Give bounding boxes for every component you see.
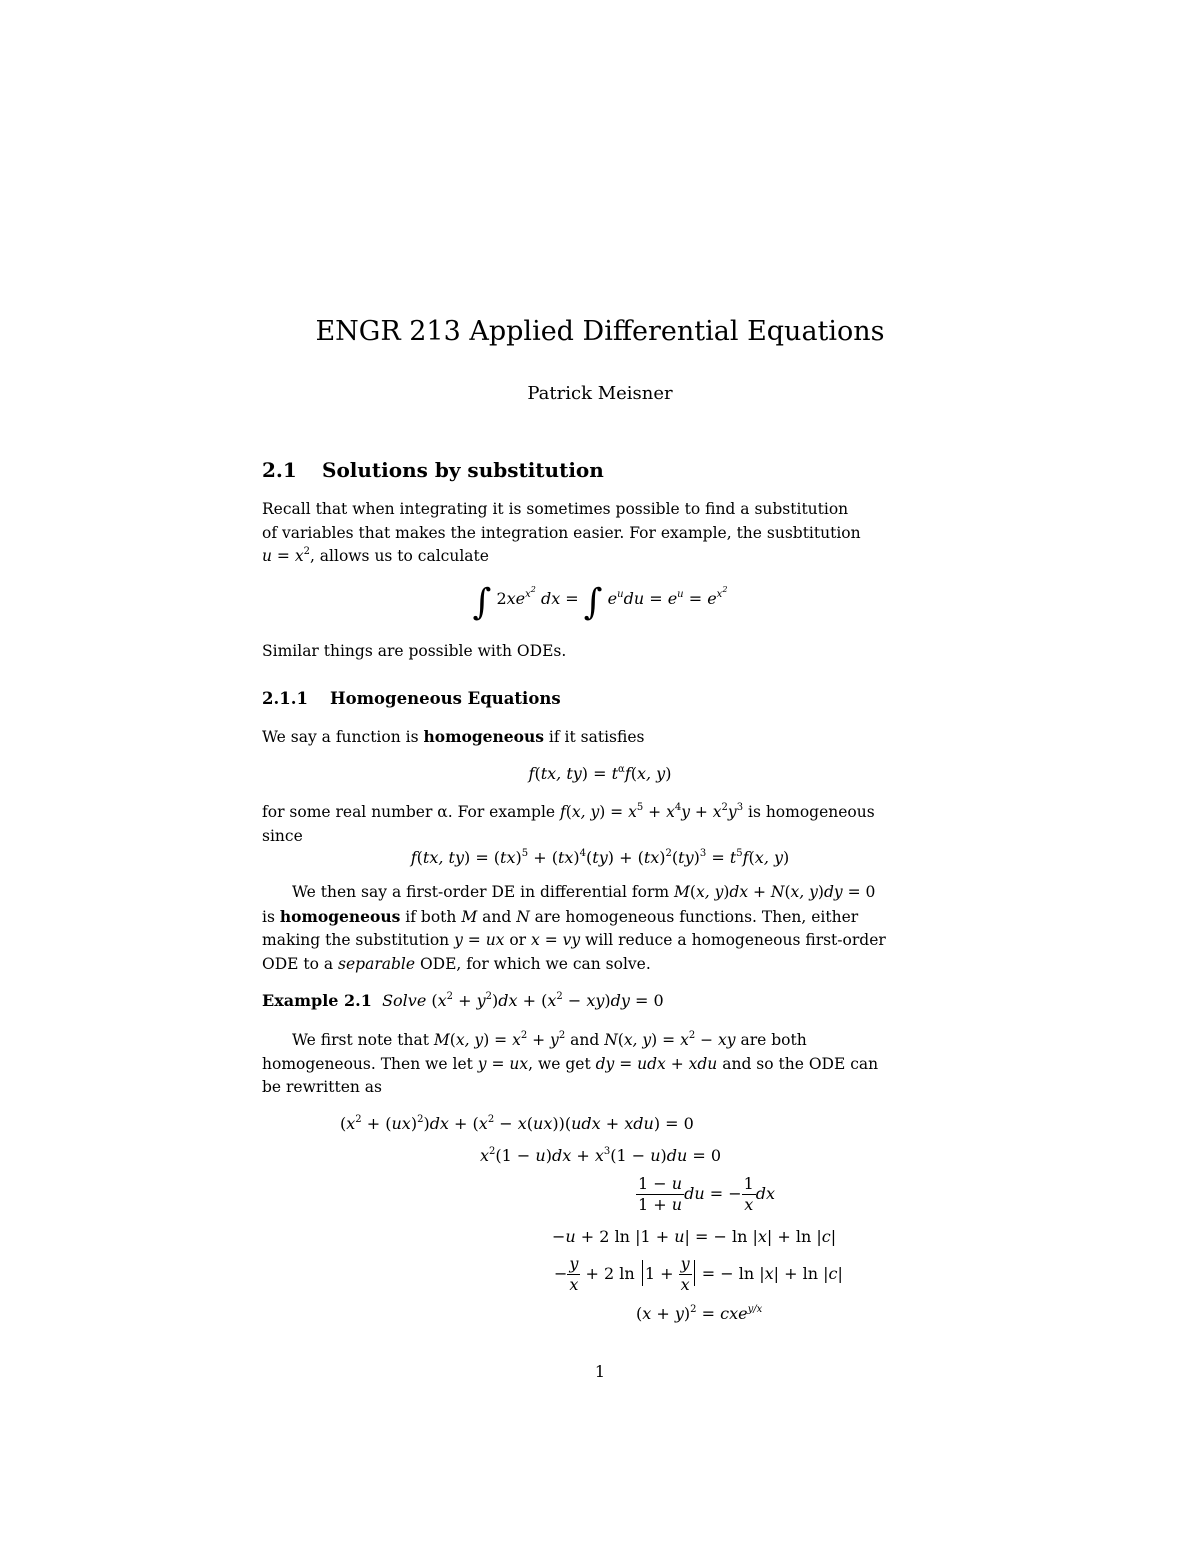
de-line2-end: are homogeneous functions. Then, either	[529, 907, 859, 926]
example-heading: Example 2.1 Solve $(x^2 + y^2)dx + (x^2 - xy)dy = 0$	[262, 991, 664, 1010]
de-line: We then say a first-order DE in differential form M(x, y)dx + N(x, y)dy = 0	[292, 883, 876, 901]
example-line2-mid: , we get	[528, 1054, 596, 1073]
equation-homogeneous-example: f(tx, $ty) = (tx)^5 + (tx)^4(ty) + (tx)^2(ty)^3 = t^5f(x$, y)	[410, 848, 790, 867]
intro-line: $u = x^2$, allows us to calculate	[262, 546, 489, 565]
example-line1-and: and	[565, 1031, 605, 1049]
de-line1-pre: We then say a first-order DE in differential form	[292, 883, 675, 901]
de-line3-or: or	[504, 931, 532, 949]
document-author: Patrick Meisner	[527, 383, 673, 404]
section-number: 2.1	[262, 458, 297, 482]
example-post: is homogeneous	[743, 803, 875, 821]
example-paragraph	[262, 1029, 938, 1100]
example-solve: Solve	[382, 991, 427, 1010]
subsection-title: Homogeneous Equations	[330, 689, 561, 708]
section-heading	[262, 458, 604, 482]
intro-paragraph	[262, 498, 938, 569]
de-line: making the substitution y = ux or x = vy will reduce a homogeneous first-order	[262, 931, 886, 949]
de-line: is homogeneous if both M and N are homogeneous functions. Then, either	[262, 906, 859, 926]
de-line4-pre: ODE to a	[262, 954, 339, 973]
document-title: ENGR 213 Applied Differential Equations	[315, 316, 885, 347]
example-line2-pre: homogeneous. Then we let	[262, 1054, 478, 1073]
intro-line-tail: , allows us to calculate	[309, 547, 489, 565]
definition-text	[262, 725, 938, 750]
example-line2-post: and so the ODE can	[717, 1054, 879, 1073]
de-line4-em: separable	[338, 954, 416, 973]
example-line: for some real number α. For example f(x, $y) = x^5 + x^4y + x^2y^3$ is homogeneous	[262, 802, 875, 821]
de-paragraph	[262, 881, 938, 976]
derivation-row: $x^2(1 - u)dx + x^3(1 - u)du = 0$	[480, 1146, 722, 1165]
subsection-heading	[262, 689, 561, 708]
equation-integral: ∫ $2xe^{x^2}$ dx = ∫ $e^udu = e^u = e^{x^2}$	[472, 582, 728, 623]
subsection-number: 2.1.1	[262, 689, 308, 708]
example-line: homogeneous. Then we let y = ux, we get dy = udx + xdu and so the ODE can	[262, 1054, 879, 1073]
de-line2-post: if both	[400, 907, 462, 926]
derivation-row: $(x + y)^2 = cxe^{y/x}$	[636, 1304, 763, 1323]
example-line: We first note that M(x, $y) = x^2 + y^2$ and N(x, $y) = x^2$ − xy are both	[292, 1030, 807, 1049]
page-number: 1	[594, 1362, 606, 1381]
de-line	[262, 953, 938, 977]
example-line1-pre: We first note that	[292, 1031, 434, 1049]
derivation-row: $(x^2 + (ux)^2)dx + (x^2 - x(ux))(udx + xdu) = 0$	[340, 1114, 694, 1133]
de-line4-post: ODE, for which we can solve.	[415, 954, 651, 973]
definition-pre: We say a function is	[262, 728, 424, 746]
definition-term: homogeneous	[423, 727, 544, 746]
de-line3-post: will reduce a homogeneous first-order	[580, 931, 886, 949]
derivation-row: $\frac{1 - u}{1 + u}$ du = − $\frac{1}{x}$ dx	[638, 1174, 776, 1214]
de-line3-pre: making the substitution	[262, 931, 455, 949]
de-term: homogeneous	[279, 906, 401, 926]
derivation-row: − $\frac{y}{x}$ + 2 ln 1 + $\frac{y}{x}$ = − ln |x| + ln |c|	[554, 1254, 843, 1294]
example-line1-post: are both	[735, 1031, 807, 1049]
example-line: be rewritten as	[262, 1078, 382, 1096]
equation-homogeneous-def: f(tx, $ty) = t^\alpha f(x$, y)	[528, 764, 672, 783]
intro-line: Recall that when integrating it is sometimes possible to find a substitution	[262, 500, 849, 518]
example-pre: for some real number α. For example	[262, 803, 561, 821]
intro-line: of variables that makes the integration easier. For example, the susbtitution	[262, 523, 861, 542]
example-label: Example 2.1	[262, 991, 372, 1010]
de-line2-pre: is	[262, 907, 280, 926]
derivation-row: −u + 2 ln |1 + u| = − ln |x| + ln |c|	[552, 1227, 837, 1246]
section-title: Solutions by substitution	[322, 458, 604, 482]
since-line: since	[262, 826, 303, 845]
de-line2-and: and	[477, 907, 517, 926]
example-text	[262, 801, 938, 848]
similar-text: Similar things are possible with ODEs.	[262, 642, 567, 660]
definition-post: if it satisfies	[543, 728, 645, 746]
